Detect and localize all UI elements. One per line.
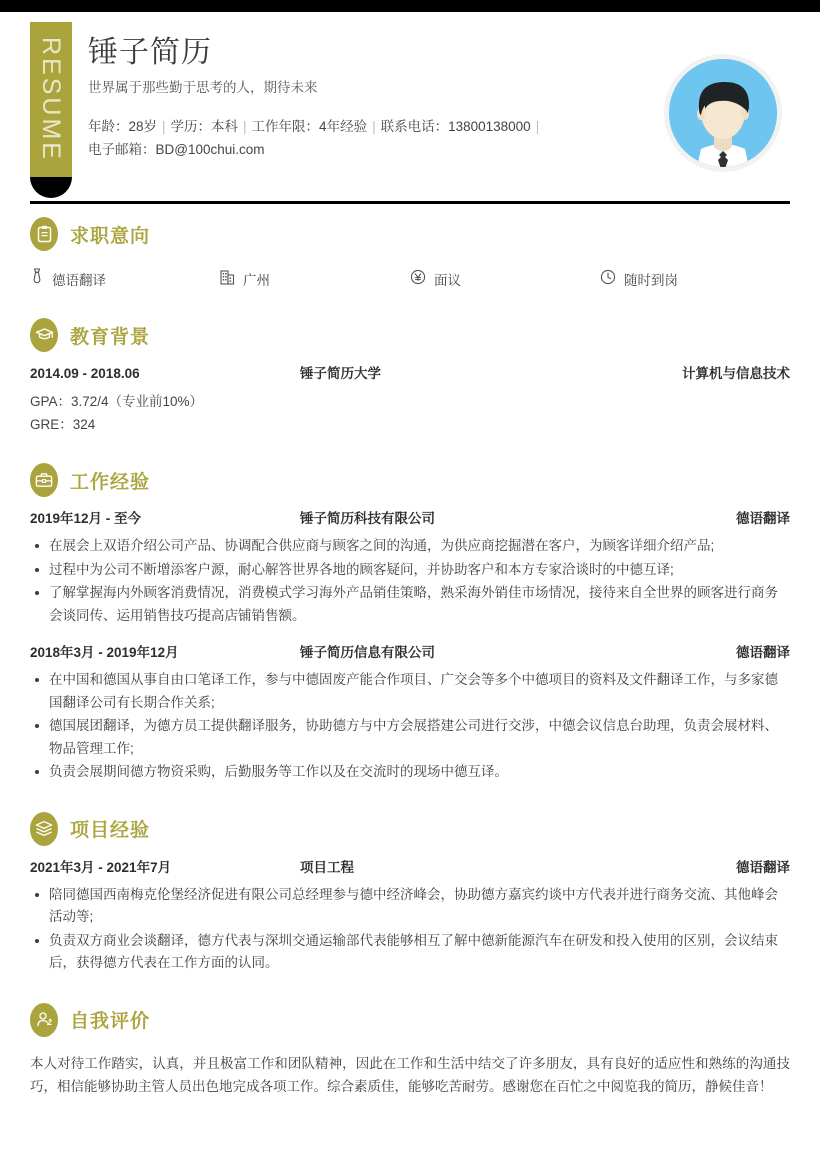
intention-item-position bbox=[30, 268, 220, 289]
work-role: 德语翻译 bbox=[736, 511, 790, 526]
list-item: 了解掌握海内外顾客消费情况，消费模式学习海外产品销佳策略，熟采海外销佳市场情况，接待来自全世界的顾客进行商务会谈同传、运用销售技巧提高店铺销售额。 bbox=[30, 582, 790, 627]
ribbon-label: RESUME bbox=[37, 37, 65, 162]
header-text-block bbox=[88, 34, 628, 161]
education-gre: GRE：324 bbox=[30, 417, 96, 432]
contact-separator: | bbox=[162, 119, 166, 134]
work-entry-head bbox=[30, 641, 790, 665]
header-divider bbox=[30, 201, 790, 204]
contact-field: 联系电话：13800138000 bbox=[380, 119, 531, 134]
intention-city-label: 广州 bbox=[243, 272, 270, 288]
spacer bbox=[0, 436, 820, 458]
briefcase-icon bbox=[30, 463, 58, 497]
education-major: 计算机与信息技术 bbox=[682, 366, 790, 381]
section-header-work bbox=[30, 458, 790, 502]
project-name: 项目工程 bbox=[300, 859, 354, 875]
education-entry-head bbox=[30, 362, 790, 386]
contact-line-1 bbox=[88, 119, 544, 134]
contact-email: 电子邮箱：BD@100chui.com bbox=[88, 142, 265, 157]
resume-header bbox=[0, 12, 820, 195]
contact-separator: | bbox=[372, 119, 376, 134]
list-item: 在中国和德国从事自由口笔译工作，参与中德固废产能合作项目、广交会等多个中德项目的资料及文件翻译工作，与多家德国翻译公司有长期合作关系; bbox=[30, 669, 790, 714]
intention-item-availability bbox=[600, 268, 790, 289]
project-entry bbox=[30, 856, 790, 975]
necktie-icon bbox=[30, 268, 44, 289]
candidate-name: 锤子简历 bbox=[88, 36, 212, 69]
education-school: 锤子简历大学 bbox=[300, 366, 381, 381]
list-item: 过程中为公司不断增添客户源，耐心解答世界各地的顾客疑问，并协助客户和本方专家洽谈时的中德互译; bbox=[30, 559, 790, 582]
top-black-bar bbox=[0, 0, 820, 12]
resume-content bbox=[0, 212, 820, 1099]
list-item: 负责双方商业会谈翻译，德方代表与深圳交通运输部代表能够相互了解中德新能源汽车在研发和投入使用的区别，会议结束后，获得德方代表在工作方面的认同。 bbox=[30, 930, 790, 975]
section-header-intention bbox=[30, 212, 790, 256]
ribbon-tail-shape bbox=[30, 177, 72, 198]
work-company: 锤子简历信息有限公司 bbox=[300, 645, 435, 660]
avatar-illustration bbox=[669, 59, 777, 167]
section-header-education bbox=[30, 313, 790, 357]
work-entry-head bbox=[30, 507, 790, 531]
section-education bbox=[0, 313, 820, 436]
project-bullets bbox=[30, 884, 790, 975]
list-item: 陪同德国西南梅克伦堡经济促进有限公司总经理参与德中经济峰会，协助德方嘉宾约谈中方代表并进行商务交流、其他峰会活动等; bbox=[30, 884, 790, 929]
contact-field: 学历：本科 bbox=[170, 119, 239, 134]
contact-info bbox=[88, 115, 628, 161]
intention-item-salary bbox=[410, 268, 600, 289]
contact-field: 工作年限：4年经验 bbox=[251, 119, 368, 134]
clipboard-icon bbox=[30, 217, 58, 251]
list-item: 负责会展期间德方物资采购，后勤服务等工作以及在交流时的现场中德互译。 bbox=[30, 761, 790, 784]
section-intention bbox=[0, 212, 820, 289]
section-work bbox=[0, 458, 820, 784]
list-item: 德国展团翻译，为德方员工提供翻译服务，协助德方与中方会展搭建公司进行交涉，中德会议信息台助理，负责会展材料、物品管理工作; bbox=[30, 715, 790, 760]
intention-items bbox=[30, 268, 790, 289]
section-header-self-evaluation bbox=[30, 998, 790, 1042]
work-date: 2018年3月 - 2019年12月 bbox=[30, 645, 179, 660]
work-bullets bbox=[30, 535, 790, 627]
section-title-work: 工作经验 bbox=[70, 471, 151, 493]
yen-circle-icon bbox=[410, 269, 426, 288]
education-entry bbox=[30, 362, 790, 436]
work-date: 2019年12月 - 至今 bbox=[30, 511, 142, 526]
intention-salary-label: 面议 bbox=[434, 272, 461, 288]
avatar bbox=[669, 59, 777, 167]
spacer bbox=[0, 299, 820, 313]
section-project bbox=[0, 807, 820, 975]
self-evaluation-paragraph: 本人对待工作踏实，认真，并且极富工作和团队精神，因此在工作和生活中结交了许多朋友，具有良好的适应性和熟练的沟通技巧，相信能够协助主管人员出色地完成各项工作。综合素质佳，能够吃苦耐劳。感谢您在百忙之中阅览我的简历，静候佳音！ bbox=[30, 1055, 790, 1094]
work-entry bbox=[30, 641, 790, 784]
section-title-intention: 求职意向 bbox=[70, 225, 151, 247]
intention-item-city bbox=[220, 268, 410, 289]
building-icon bbox=[220, 269, 235, 288]
intention-availability-label: 随时到岗 bbox=[624, 272, 678, 288]
section-header-project bbox=[30, 807, 790, 851]
spacer bbox=[30, 628, 790, 636]
work-company: 锤子简历科技有限公司 bbox=[300, 511, 435, 526]
education-gpa: GPA：3.72/4（专业前10%） bbox=[30, 394, 204, 409]
resume-ribbon bbox=[30, 22, 72, 177]
avatar-frame bbox=[664, 54, 782, 172]
intention-position-label: 德语翻译 bbox=[52, 272, 106, 288]
layers-icon bbox=[30, 812, 58, 846]
project-role: 德语翻译 bbox=[736, 859, 790, 875]
work-bullets bbox=[30, 669, 790, 784]
project-date: 2021年3月 - 2021年7月 bbox=[30, 859, 172, 875]
candidate-tagline: 世界属于那些勤于思考的人，期待未来 bbox=[88, 80, 318, 95]
education-date: 2014.09 - 2018.06 bbox=[30, 366, 140, 381]
section-title-project: 项目经验 bbox=[70, 820, 151, 841]
list-item: 在展会上双语介绍公司产品、协调配合供应商与顾客之间的沟通，为供应商挖掘潜在客户，为顾客详细介绍产品; bbox=[30, 535, 790, 558]
work-role: 德语翻译 bbox=[736, 645, 790, 660]
user-icon bbox=[30, 1003, 58, 1037]
contact-separator: | bbox=[243, 119, 247, 134]
contact-separator: | bbox=[535, 119, 540, 134]
spacer bbox=[0, 976, 820, 998]
section-title-education: 教育背景 bbox=[70, 326, 151, 348]
spacer bbox=[0, 785, 820, 807]
graduation-cap-icon bbox=[30, 318, 58, 352]
section-title-self-evaluation: 自我评价 bbox=[70, 1011, 151, 1032]
contact-field: 年龄：28岁 bbox=[88, 119, 158, 134]
section-self-evaluation bbox=[0, 998, 820, 1099]
project-entry-head bbox=[30, 856, 790, 880]
clock-icon bbox=[600, 269, 616, 288]
work-entry bbox=[30, 507, 790, 627]
